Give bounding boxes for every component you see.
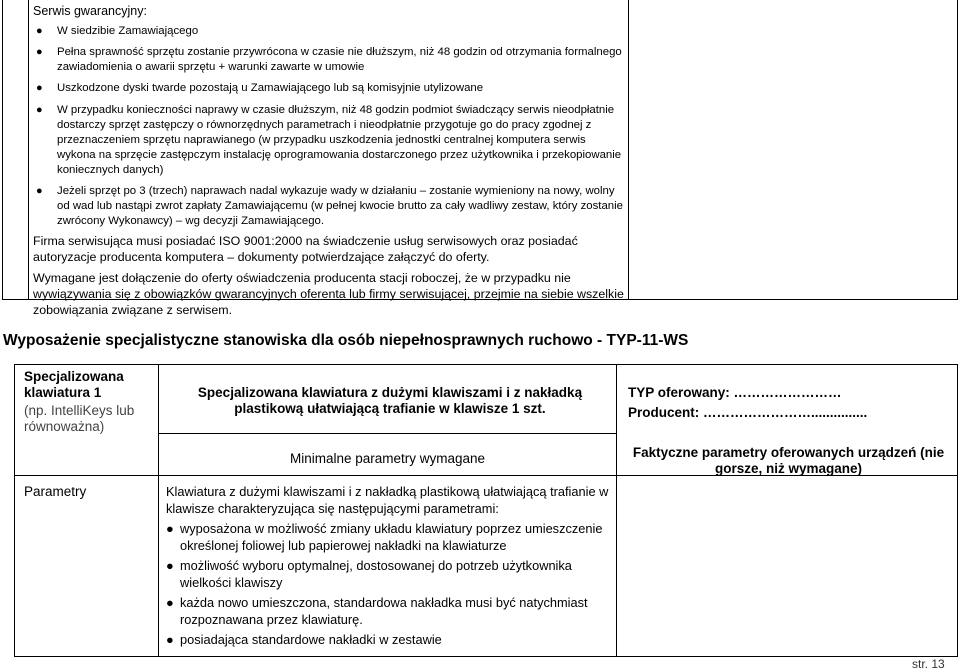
min-params-header: Minimalne parametry wymagane <box>289 451 486 466</box>
page-number: str. 13 <box>912 657 945 671</box>
spec-table-bottom-border <box>14 656 958 657</box>
params-cell <box>166 484 611 653</box>
list-item: ● wyposażona w możliwość zmiany układu klawiatury poprzez umieszczenie określonej foliowej lub papierowej nakładki na klawiaturze <box>166 521 603 553</box>
top-table-left-border <box>2 0 3 300</box>
warranty-heading: Serwis gwarancyjny: <box>33 4 147 18</box>
warranty-bullet-list <box>33 24 625 229</box>
bullet-icon: ● <box>166 595 174 610</box>
warranty-section <box>33 3 625 318</box>
bullet-icon: ● <box>36 82 43 94</box>
list-item: ● możliwość wyboru optymalnej, dostosowanej do potrzeb użytkownika wielkości klawiszy <box>166 558 572 590</box>
producer-statement-paragraph: Wymagane jest dołączenie do oferty oświadczenia producenta stacji roboczej, że w przypadku nie wywiązywania się z obowiązków gwarancyjnych oferenta lub firmy serwisującej, przejmie na siebie wszelkie zobowiązania związane z serwisem. <box>33 271 624 317</box>
spec-table-col-divider-2 <box>616 364 617 657</box>
spec-table-col-divider-1 <box>158 364 159 657</box>
producer-field: Producent: ……………………............... <box>628 405 868 420</box>
top-table-right-border <box>957 0 958 300</box>
item-note: (np. IntelliKeys lub równoważna) <box>24 403 135 434</box>
item-name-cell <box>24 369 156 435</box>
top-table-inner-left-border <box>28 0 29 300</box>
item-title: Specjalizowana klawiatura z dużymi klawiszami i z nakładką plastikową ułatwiającą trafianie w klawisze 1 szt. <box>197 385 583 416</box>
bullet-icon: ● <box>36 104 43 116</box>
list-item: ● każda nowo umieszczona, standardowa nakładka musi być natychmiast rozpoznawana przez klawiaturę. <box>166 595 588 627</box>
list-item: ● W przypadku konieczności naprawy w czasie dłuższym, niż 48 godzin podmiot świadczący serwis nieodpłatnie dostarczy sprzęt zastępczy o równorzędnych parametrach i nieodpłatnie przygotuje go do pracy zgodnej z przeznaczeniem sprzętu naprawianego (w przypadku uszkodzenia jednostki centralnej komputera serwis wykona na sprzęcie zastępczym instalację oprogramowania dostarczonego przez użytkownika i przekopiowanie koniecznych danych) <box>36 104 622 176</box>
params-label: Parametry <box>24 484 87 499</box>
actual-params-header: Faktyczne parametry oferowanych urządzeń (nie gorsze, niż wymagane) <box>632 445 945 476</box>
list-item: ● W siedzibie Zamawiającego <box>36 25 199 37</box>
item-name-line1: Specjalizowana <box>24 369 124 384</box>
list-item: ● posiadająca standardowe nakładki w zestawie <box>166 632 442 647</box>
top-table-divider <box>628 0 629 300</box>
spec-table-inner-divider <box>159 433 616 434</box>
spec-table-top-border <box>14 364 958 365</box>
item-name-line2: klawiatura 1 <box>24 385 102 400</box>
iso-requirement-paragraph: Firma serwisująca musi posiadać ISO 9001:2000 na świadczenie usług serwisowych oraz posiadać autoryzacje producenta komputera – dokumenty potwierdzające załączyć do oferty. <box>33 234 578 264</box>
section-title: Wyposażenie specjalistyczne stanowiska dla osób niepełnosprawnych ruchowo - TYP-11-WS <box>3 332 689 349</box>
spec-table-left-border <box>14 364 15 657</box>
list-item: ● Pełna sprawność sprzętu zostanie przywrócona w czasie nie dłuższym, niż 48 godzin od otrzymania formalnego zawiadomienia o awarii sprzętu + warunki zawarte w umowie <box>36 46 622 73</box>
offered-type-field: TYP oferowany: …………………… <box>628 385 842 400</box>
params-bullet-list <box>166 521 611 649</box>
bullet-icon: ● <box>36 185 43 197</box>
bullet-icon: ● <box>166 632 174 647</box>
spec-table-right-border <box>957 364 958 657</box>
params-intro: Klawiatura z dużymi klawiszami i z nakładką plastikową ułatwiającą trafianie w klawisze charakteryzująca się następującymi parametrami: <box>166 484 609 516</box>
bullet-icon: ● <box>166 558 174 573</box>
bullet-icon: ● <box>166 521 174 536</box>
offer-info-cell <box>628 385 953 421</box>
bullet-icon: ● <box>36 46 43 58</box>
bullet-icon: ● <box>36 25 43 37</box>
list-item: ● Uszkodzone dyski twarde pozostają u Zamawiającego lub są komisyjnie utylizowane <box>36 82 484 94</box>
list-item: ● Jeżeli sprzęt po 3 (trzech) naprawach nadal wykazuje wady w działaniu – zostanie wymieniony na nowy, wolny od wad lub nastąpi zwrot zapłaty Zamawiającemu (w pełnej kwocie brutto za cały wadliwy zestaw, który zostanie zwrócony Wykonawcy) – wg decyzji Zamawiającego. <box>36 185 623 227</box>
